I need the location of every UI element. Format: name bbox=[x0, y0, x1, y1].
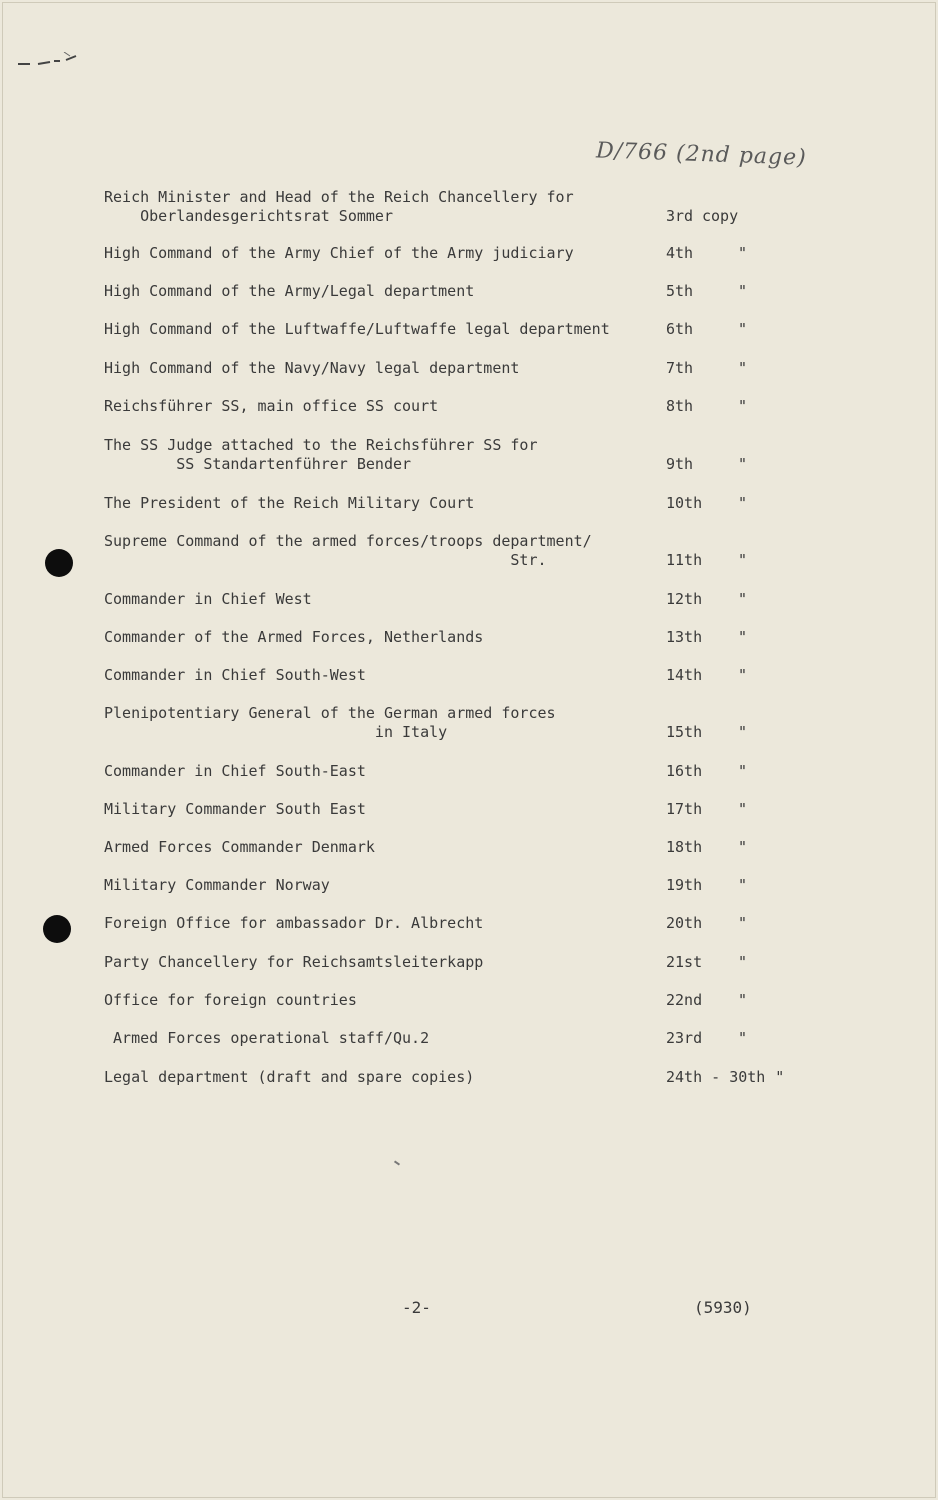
recipient-name: Party Chancellery for Reichsamtsleiterkapp bbox=[104, 953, 484, 971]
recipient-name: Armed Forces operational staff/Qu.2 bbox=[104, 1029, 430, 1047]
ditto-mark: " bbox=[738, 455, 748, 473]
copy-number: 17th bbox=[666, 800, 703, 818]
recipient-name: Reichsführer SS, main office SS court bbox=[104, 397, 439, 415]
ditto-mark: " bbox=[738, 244, 748, 262]
page-number: -2- bbox=[402, 1298, 431, 1317]
handwritten-reference: D/766 (2nd page) bbox=[595, 138, 808, 171]
ditto-mark: " bbox=[738, 628, 748, 646]
ditto-mark: " bbox=[738, 838, 748, 856]
copy-number: 4th bbox=[666, 244, 694, 262]
ditto-mark: " bbox=[738, 762, 748, 780]
document-number: (5930) bbox=[694, 1298, 752, 1317]
copy-number: 12th bbox=[666, 590, 703, 608]
copy-number: 14th bbox=[666, 666, 703, 684]
page-border bbox=[2, 2, 936, 1498]
recipient-name: Legal department (draft and spare copies) bbox=[104, 1068, 475, 1086]
copy-number: 6th bbox=[666, 320, 694, 338]
copy-number: 23rd bbox=[666, 1029, 703, 1047]
recipient-name: Commander of the Armed Forces, Netherlands bbox=[104, 628, 484, 646]
copy-number: 21st bbox=[666, 953, 703, 971]
recipient-name: Plenipotentiary General of the German armed forces in Italy bbox=[104, 704, 556, 741]
copy-number: 7th bbox=[666, 359, 694, 377]
recipient-name: Commander in Chief South-East bbox=[104, 762, 366, 780]
recipient-name: Commander in Chief South-West bbox=[104, 666, 366, 684]
recipient-name: Office for foreign countries bbox=[104, 991, 357, 1009]
copy-number: 11th bbox=[666, 551, 703, 569]
recipient-name: The President of the Reich Military Court bbox=[104, 494, 475, 512]
ditto-mark: " bbox=[738, 723, 748, 741]
copy-number: 9th bbox=[666, 455, 694, 473]
punch-hole-upper bbox=[45, 549, 73, 577]
recipient-name: Supreme Command of the armed forces/troops department/ Str. bbox=[104, 532, 592, 569]
recipient-name: High Command of the Luftwaffe/Luftwaffe legal department bbox=[104, 320, 610, 338]
recipient-name: Reich Minister and Head of the Reich Chancellery for Oberlandesgerichtsrat Sommer bbox=[104, 188, 574, 225]
recipient-name: Armed Forces Commander Denmark bbox=[104, 838, 375, 856]
ditto-mark: " bbox=[738, 800, 748, 818]
recipient-name: Foreign Office for ambassador Dr. Albrecht bbox=[104, 914, 484, 932]
recipient-name: High Command of the Navy/Navy legal department bbox=[104, 359, 520, 377]
ditto-mark: " bbox=[738, 590, 748, 608]
copy-number: 22nd bbox=[666, 991, 703, 1009]
ditto-mark: " bbox=[738, 320, 748, 338]
copy-number: 24th - 30th bbox=[666, 1068, 766, 1086]
recipient-name: Commander in Chief West bbox=[104, 590, 312, 608]
copy-number: 3rd bbox=[666, 207, 694, 225]
copy-number: 5th bbox=[666, 282, 694, 300]
ditto-mark: " bbox=[738, 359, 748, 377]
copy-number: 20th bbox=[666, 914, 703, 932]
copy-number: 18th bbox=[666, 838, 703, 856]
ditto-mark: " bbox=[738, 991, 748, 1009]
ditto-mark: " bbox=[738, 914, 748, 932]
ditto-mark: " bbox=[738, 282, 748, 300]
copy-number: 8th bbox=[666, 397, 694, 415]
recipient-name: Military Commander South East bbox=[104, 800, 366, 818]
ditto-mark: " bbox=[738, 876, 748, 894]
copy-number: 15th bbox=[666, 723, 703, 741]
copy-label: copy bbox=[702, 207, 739, 225]
ditto-mark: " bbox=[738, 953, 748, 971]
ditto-mark: " bbox=[738, 397, 748, 415]
ditto-mark: " bbox=[738, 494, 748, 512]
copy-number: 16th bbox=[666, 762, 703, 780]
ditto-mark: " bbox=[775, 1068, 785, 1086]
ditto-mark: " bbox=[738, 666, 748, 684]
recipient-name: High Command of the Army/Legal department bbox=[104, 282, 475, 300]
recipient-name: The SS Judge attached to the Reichsführer SS for SS Standartenführer Bender bbox=[104, 436, 538, 473]
recipient-name: Military Commander Norway bbox=[104, 876, 330, 894]
stray-mark bbox=[394, 1160, 400, 1165]
copy-number: 13th bbox=[666, 628, 703, 646]
corner-scratch-mark bbox=[16, 52, 78, 70]
copy-number: 10th bbox=[666, 494, 703, 512]
ditto-mark: " bbox=[738, 551, 748, 569]
recipient-name: High Command of the Army Chief of the Army judiciary bbox=[104, 244, 574, 262]
ditto-mark: " bbox=[738, 1029, 748, 1047]
copy-number: 19th bbox=[666, 876, 703, 894]
punch-hole-lower bbox=[43, 915, 71, 943]
